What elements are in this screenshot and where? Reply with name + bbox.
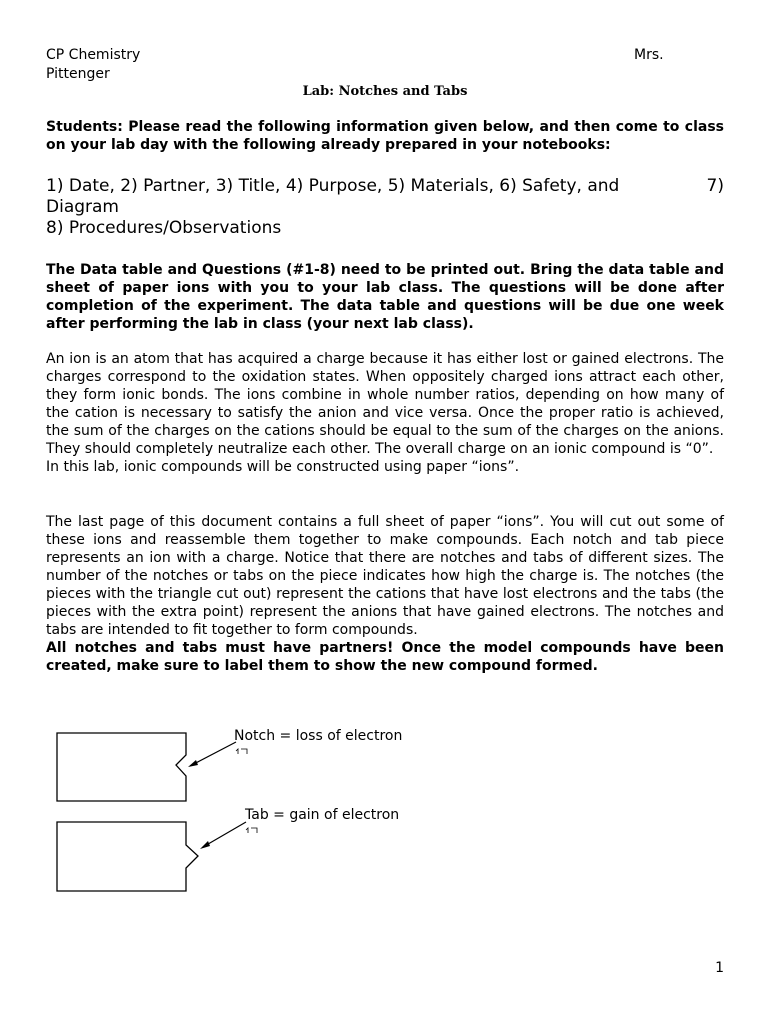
instructions-paragraph: Students: Please read the following information given below, and then come to class on your lab day with the following already prepared in your notebooks: [46, 119, 724, 153]
notch-label-mark [236, 749, 247, 754]
notebook-list-line-1-left: 1) Date, 2) Partner, 3) Title, 4) Purpose, 5) Materials, 6) Safety, and [46, 176, 620, 196]
tab-arrow [203, 822, 246, 847]
notch-tab-diagram [0, 700, 770, 930]
page-number: 1 [715, 960, 724, 976]
tab-label: Tab = gain of electron [245, 807, 400, 823]
tab-arrowhead [200, 841, 210, 849]
notch-piece [57, 733, 186, 801]
page-title: Lab: Notches and Tabs [302, 84, 468, 99]
tab-piece [57, 822, 198, 891]
notebook-list-line-3: 8) Procedures/Observations [46, 218, 282, 238]
ion-paragraph [46, 350, 724, 476]
notebook-list-line-2: Diagram [46, 197, 119, 217]
header-course: CP Chemistry [46, 47, 141, 63]
ion-paragraph-lab: In this lab, ionic compounds will be constructed using paper “ions”. [46, 459, 520, 475]
partners-notice: All notches and tabs must have partners! Once the model compounds have been created, make sure to label them to show the new compound formed. [46, 640, 724, 674]
tab-label-mark [246, 828, 257, 833]
header-teacher-prefix: Mrs. [634, 47, 664, 63]
last-page-paragraph [46, 513, 724, 675]
last-page-paragraph-main: The last page of this document contains a full sheet of paper “ions”. You will cut out some of these ions and reassemble them together to make compounds. Each notch and tab piece represents an ion with a charge. Notice that there are notches and tabs of different sizes. The number of the notches or tabs on the piece indicates how high the charge is. The notches (the pieces with the triangle cut out) represent the cations that have lost electrons and the tabs (the pieces with the extra point) represent the anions that have gained electrons. The notches and tabs are intended to fit together to form compounds. [46, 514, 724, 638]
notebook-list-line-1-right: 7) [706, 176, 724, 196]
header-teacher-name: Pittenger [46, 66, 110, 82]
printout-notice: The Data table and Questions (#1-8) need to be printed out. Bring the data table and sheet of paper ions with you to your lab class. The questions will be done after completion of the experiment. The data table and questions will be due one week after performing the lab in class (your next lab class). [46, 262, 724, 332]
notch-label: Notch = loss of electron [234, 728, 403, 744]
notebook-list [46, 176, 724, 239]
ion-paragraph-main: An ion is an atom that has acquired a charge because it has either lost or gained electrons. The charges correspond to the oxidation states. When oppositely charged ions attract each other, they form ionic bonds. The ions combine in whole number ratios, depending on how many of the cation is necessary to satisfy the anion and vice versa. Once the proper ratio is achieved, the sum of the charges on the cations should be equal to the sum of the charges on the anions. They should completely neutralize each other. The overall charge on an ionic compound is “0”. [46, 351, 724, 457]
notebook-list-line-1 [46, 176, 724, 197]
notch-arrowhead [188, 760, 198, 767]
